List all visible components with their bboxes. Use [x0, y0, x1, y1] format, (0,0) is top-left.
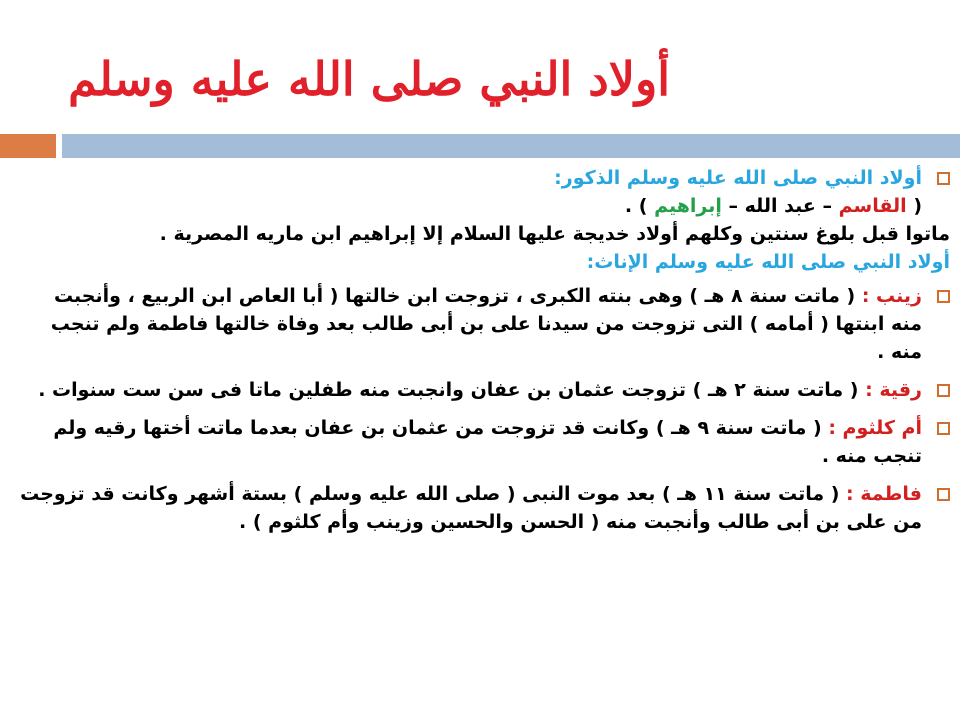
square-bullet-icon: [937, 422, 950, 435]
male-heading: أولاد النبي صلى الله عليه وسلم الذكور:: [554, 167, 922, 189]
name-ibrahim: إبراهيم: [654, 195, 722, 217]
name-abdullah: عبد الله: [744, 195, 816, 217]
slide-content: [20, 164, 950, 536]
list-item-fatima: [20, 480, 950, 536]
square-bullet-icon: [937, 488, 950, 501]
item-text: ( ماتت سنة ١١ هـ ) بعد موت النبى ( صلى الله عليه وسلم ) بستة أشهر وكانت قد تزوجت من على بن أبى طالب وأنجبت منه ( الحسن والحسين وزينب وأم كلثوم ) .: [20, 483, 922, 533]
male-heading-row: [20, 164, 950, 192]
item-text: ( ماتت سنة ٢ هـ ) تزوجت عثمان بن عفان وانجبت منه طفلين ماتا فى سن ست سنوات .: [38, 379, 859, 401]
item-name: أم كلثوم :: [828, 417, 922, 439]
male-note: ماتوا قبل بلوغ سنتين وكلهم أولاد خديجة عليها السلام إلا إبراهيم ابن ماريه المصرية .: [159, 223, 950, 245]
female-heading-row: [20, 248, 950, 276]
dash: –: [822, 195, 833, 217]
square-bullet-icon: [937, 384, 950, 397]
item-text: ( ماتت سنة ٨ هـ ) وهى بنته الكبرى ، تزوجت ابن خالتها ( أبا العاص ابن الربيع ، وأنجبت منه ابنتها ( أمامه ) التى تزوجت من سيدنا على بن أبى طالب بعد وفاة خالتها فاطمة ولم تنجب منه .: [50, 285, 922, 363]
female-heading: أولاد النبي صلى الله عليه وسلم الإناث:: [586, 251, 950, 273]
list-item-ruqayya: [20, 376, 950, 404]
square-bullet-icon: [937, 290, 950, 303]
open-paren: (: [913, 195, 922, 217]
square-bullet-icon: [937, 172, 950, 185]
list-item-umm-kulthum: [20, 414, 950, 470]
list-item-zainab: [20, 282, 950, 366]
item-name: زينب :: [861, 285, 922, 307]
item-text: ( ماتت سنة ٩ هـ ) وكانت قد تزوجت من عثمان بن عفان بعدما ماتت أختها رقيه ولم تنجب منه .: [53, 417, 922, 467]
slide-title: أولاد النبي صلى الله عليه وسلم: [68, 52, 670, 106]
name-qasim: القاسم: [838, 195, 907, 217]
close-paren: ) .: [624, 195, 648, 217]
item-name: رقية :: [865, 379, 922, 401]
male-names-line: [20, 192, 950, 220]
accent-bar-blue: [62, 134, 960, 158]
accent-bar-orange: [0, 134, 56, 158]
item-name: فاطمة :: [846, 483, 922, 505]
dash: –: [728, 195, 739, 217]
